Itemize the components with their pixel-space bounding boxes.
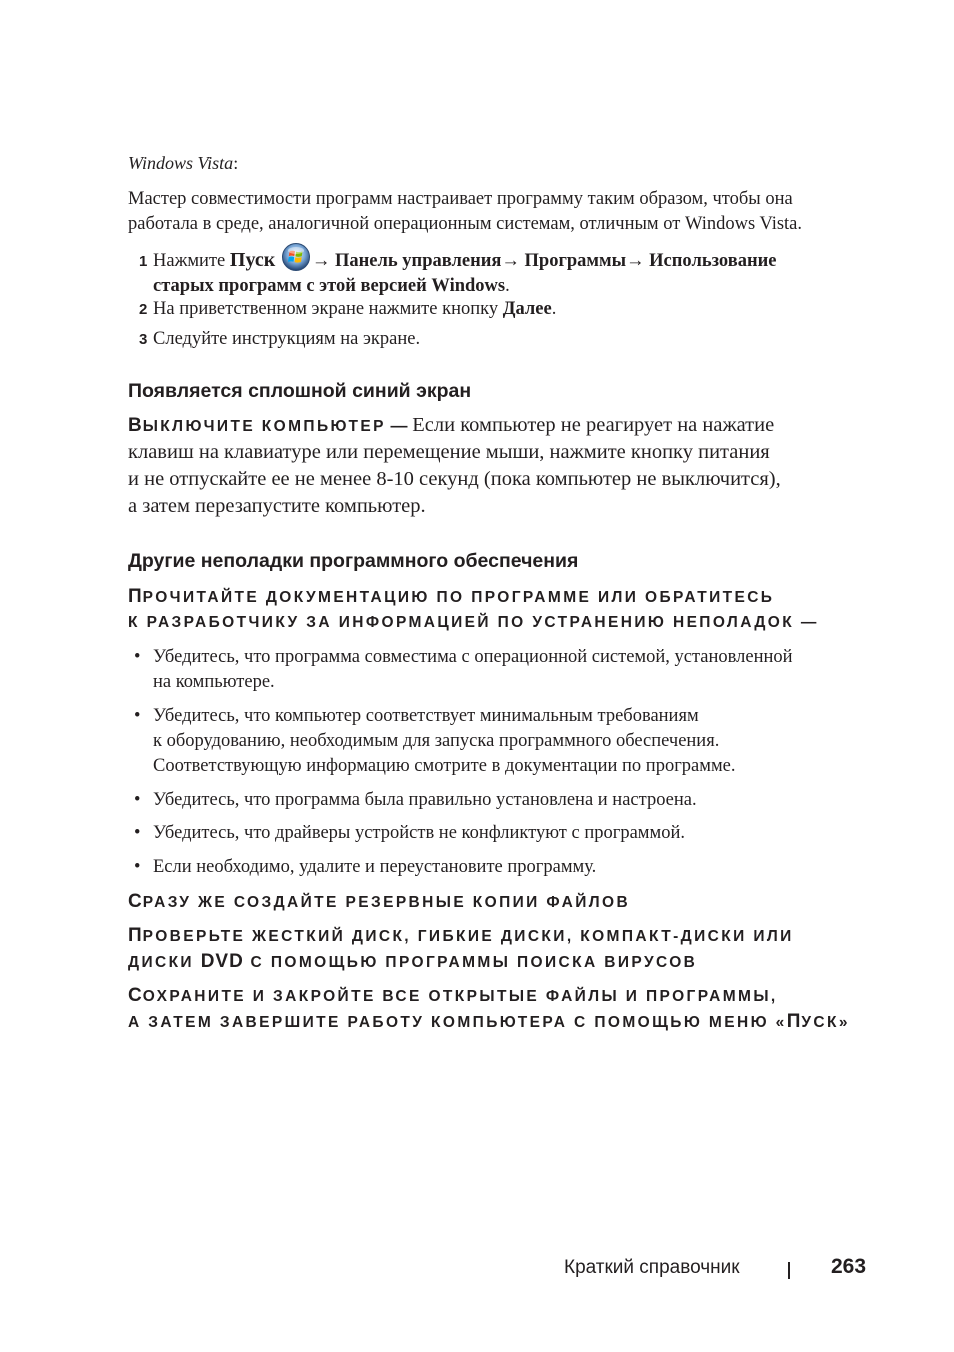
section-heading-other-problems: Другие неполадки программного обеспечения — [128, 550, 579, 572]
bullet-icon: • — [134, 857, 141, 877]
blue-screen-line-3: и не отпускайте ее не менее 8-10 секунд (пока компьютер не выключится), — [128, 468, 781, 490]
blue-screen-paragraph — [128, 412, 863, 520]
caps-text: РОЧИТАЙТЕ ДОКУМЕНТАЦИЮ ПО ПРОГРАММЕ ИЛИ ОБРАТИТЕСЬ — [142, 589, 775, 606]
control-panel-label: Панель управления — [334, 251, 502, 271]
step-1 — [139, 242, 859, 299]
os-label-colon: : — [233, 153, 239, 173]
bullet-icon: • — [134, 823, 141, 843]
bullet-icon: • — [134, 790, 141, 810]
use-older-programs-label-cont: старых программ с этой версией Windows — [153, 276, 506, 296]
step-text: На приветственном экране нажмите кнопку — [153, 299, 503, 319]
list-item — [134, 704, 854, 779]
next-button-label: Далее — [502, 299, 552, 319]
bullet-text: на компьютере. — [153, 672, 275, 692]
caps-text: С ПОМОЩЬЮ ПРОГРАММЫ ПОИСКА ВИРУСОВ — [243, 954, 698, 971]
bullet-text: Убедитесь, что драйверы устройств не конфликтуют с программой. — [153, 823, 685, 843]
footer-divider — [788, 1262, 790, 1279]
step-2 — [139, 297, 859, 322]
windows-vista-start-orb-icon — [281, 242, 311, 272]
page-number: 263 — [831, 1255, 867, 1278]
cap-letter: П — [786, 1011, 802, 1032]
em-dash: — — [385, 416, 413, 435]
dvd-text: DVD — [200, 951, 244, 972]
intro-line-2: работала в среде, аналогичной операционным системам, отличным от Windows Vista. — [128, 214, 803, 234]
cap-letter: С — [128, 985, 143, 1006]
os-label-text: Windows Vista — [128, 153, 234, 173]
os-label — [128, 153, 238, 174]
backup-heading — [128, 889, 888, 915]
cap-letter: В — [128, 415, 143, 436]
intro-paragraph — [128, 187, 868, 237]
blue-screen-action-heading — [128, 415, 386, 436]
read-docs-heading — [128, 584, 888, 635]
caps-text: ДИСКИ — [128, 954, 201, 971]
footer-section-title: Краткий справочник — [564, 1257, 740, 1278]
list-item — [134, 821, 854, 846]
caps-text: УСК» — [801, 1014, 850, 1031]
step-number: 1 — [139, 253, 148, 270]
bullet-icon: • — [134, 647, 141, 667]
arrow-icon: → — [501, 251, 520, 271]
virus-scan-heading — [128, 923, 888, 975]
caps-text: К РАЗРАБОТЧИКУ ЗА ИНФОРМАЦИЕЙ ПО УСТРАНЕНИЮ НЕПОЛАДОК — — [128, 614, 819, 631]
bullet-text: Убедитесь, что программа совместима с операционной системой, установленной — [153, 647, 793, 667]
bullet-text: Соответствующую информацию смотрите в документации по программе. — [153, 756, 736, 776]
start-menu-label: Пуск — [229, 249, 276, 271]
blue-screen-line-2: клавиш на клавиатуре или перемещение мыши, нажмите кнопку питания — [128, 441, 770, 463]
blue-screen-line-4: а затем перезапустите компьютер. — [128, 495, 426, 517]
arrow-icon: → — [626, 251, 645, 271]
bullet-text: к оборудованию, необходимым для запуска программного обеспечения. — [153, 731, 720, 751]
section-heading-blue-screen: Появляется сплошной синий экран — [128, 380, 472, 402]
cap-letter: П — [128, 586, 143, 607]
list-item — [134, 788, 854, 813]
step-number: 2 — [139, 301, 148, 318]
caps-text: ЫКЛЮЧИТЕ КОМПЬЮТЕР — [142, 418, 386, 435]
caps-text: РОВЕРЬТЕ ЖЕСТКИЙ ДИСК, ГИБКИЕ ДИСКИ, КОМПАКТ-ДИСКИ ИЛИ — [142, 928, 794, 945]
bullet-icon: • — [134, 706, 141, 726]
list-item — [134, 855, 854, 880]
step-text: Следуйте инструкциям на экране. — [153, 329, 421, 349]
step-text: Нажмите — [153, 251, 230, 271]
bullet-text: Если необходимо, удалите и переустановите программу. — [153, 857, 597, 877]
caps-text: ОХРАНИТЕ И ЗАКРОЙТЕ ВСЕ ОТКРЫТЫЕ ФАЙЛЫ И ПРОГРАММЫ, — [142, 988, 778, 1005]
step-number: 3 — [139, 331, 148, 348]
programs-label: Программы — [524, 251, 627, 271]
period: . — [551, 299, 557, 319]
cap-letter: П — [128, 925, 143, 946]
caps-text: РАЗУ ЖЕ СОЗДАЙТЕ РЕЗЕРВНЫЕ КОПИИ ФАЙЛОВ — [142, 894, 631, 911]
arrow-icon: → — [311, 251, 331, 271]
period: . — [505, 276, 510, 296]
step-3 — [139, 327, 859, 352]
intro-line-1: Мастер совместимости программ настраивает программу таким образом, чтобы она — [128, 189, 793, 209]
save-close-heading — [128, 983, 888, 1035]
caps-text: А ЗАТЕМ ЗАВЕРШИТЕ РАБОТУ КОМПЬЮТЕРА С ПОМОЩЬЮ МЕНЮ « — [128, 1014, 787, 1031]
blue-screen-line-1: Если компьютер не реагирует на нажатие — [412, 414, 775, 436]
cap-letter: С — [128, 891, 143, 912]
use-older-programs-label: Использование — [649, 251, 777, 271]
bullet-text: Убедитесь, что программа была правильно установлена и настроена. — [153, 790, 697, 810]
bullet-text: Убедитесь, что компьютер соответствует минимальным требованиям — [153, 706, 699, 726]
list-item — [134, 645, 854, 695]
